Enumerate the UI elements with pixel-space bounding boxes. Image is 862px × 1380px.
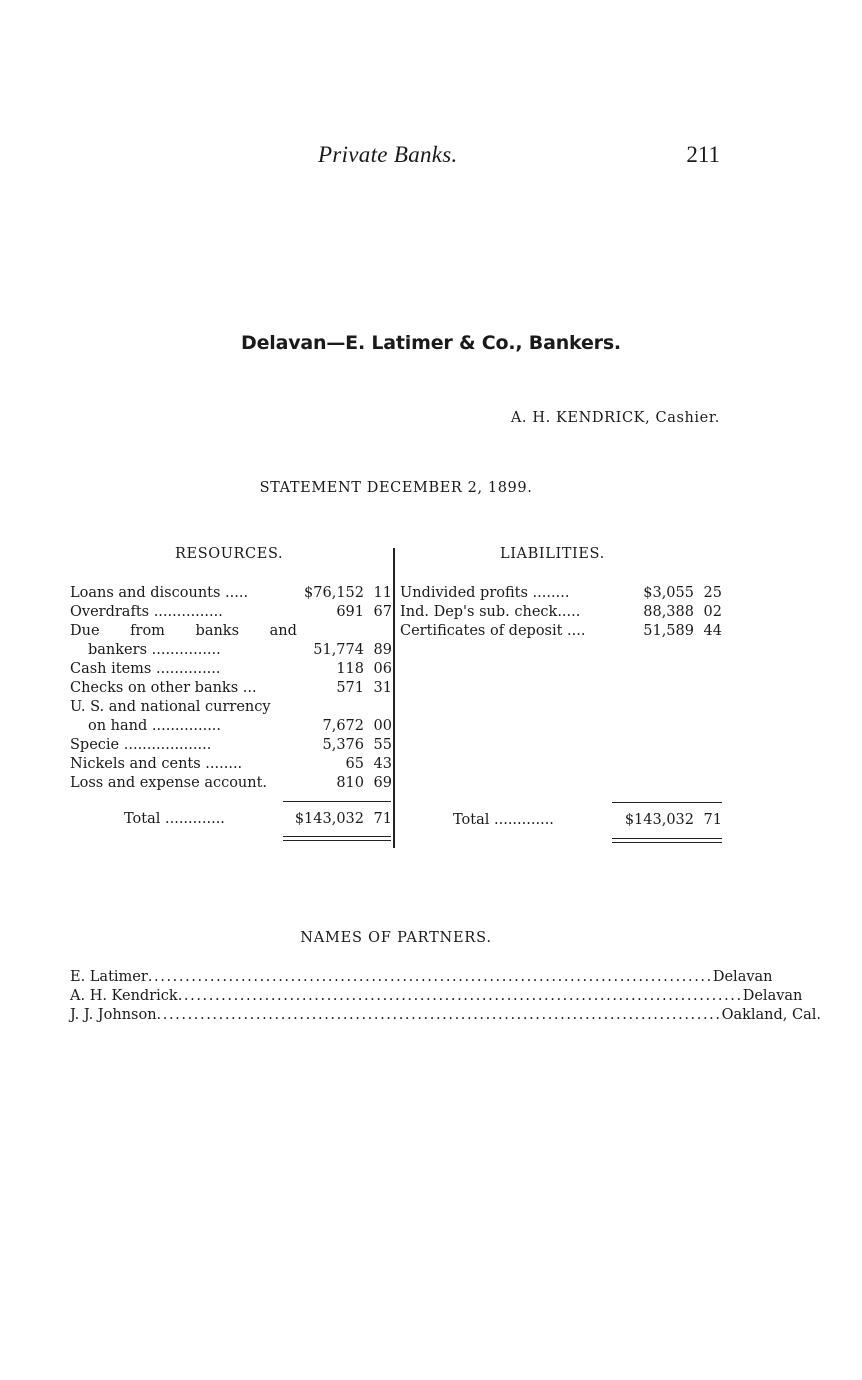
statement-date: STATEMENT DECEMBER 2, 1899.: [259, 480, 533, 496]
dot-leader: ...........................................................................................: [177, 988, 743, 1004]
dot-leader: ...........................................................................................: [156, 1007, 722, 1023]
resources-double-rule: [283, 836, 391, 837]
resource-dollars: 5,376: [322, 737, 364, 753]
liabilities-total-dollars: $143,032: [624, 812, 694, 828]
resource-label: Overdrafts ...............: [70, 604, 223, 620]
liability-cents: 02: [703, 604, 722, 620]
resource-dollars: 810: [336, 775, 364, 791]
resource-dollars: 51,774: [313, 642, 364, 658]
partner-row: [70, 968, 773, 987]
resource-label: Checks on other banks ...: [70, 680, 257, 696]
resource-row: [70, 755, 392, 774]
liability-label: Certificates of deposit ....: [400, 623, 586, 639]
partners-heading: NAMES OF PARTNERS.: [300, 930, 492, 946]
liabilities-total-row: [400, 811, 722, 830]
partner-place: Delavan: [742, 988, 803, 1004]
resource-row: [70, 736, 392, 755]
resource-row: [70, 622, 392, 641]
resource-dollars: 65: [345, 756, 364, 772]
partner-row: [70, 1006, 822, 1025]
resource-dollars: $76,152: [304, 585, 364, 601]
resource-label: Specie ...................: [70, 737, 212, 753]
resource-cents: 11: [373, 585, 392, 601]
resources-total-dollars: $143,032: [294, 811, 364, 827]
resource-dollars: 571: [336, 680, 364, 696]
resource-cents: 06: [373, 661, 392, 677]
resource-label: U. S. and national currency: [70, 699, 271, 715]
resources-total-row: [70, 810, 392, 829]
partners-list: [70, 968, 822, 1025]
resource-label: Cash items ..............: [70, 661, 221, 677]
bank-title: Delavan—E. Latimer & Co., Bankers.: [241, 332, 621, 354]
resource-row: [70, 698, 392, 717]
partner-place: Delavan: [712, 969, 773, 985]
resource-dollars: 7,672: [322, 718, 364, 734]
resource-dollars: 118: [336, 661, 364, 677]
liability-label: Ind. Dep's sub. check.....: [400, 604, 581, 620]
partner-name: E. Latimer: [70, 969, 148, 985]
resources-total-cents: 71: [373, 811, 392, 827]
resource-row: [70, 774, 392, 793]
liability-row: [400, 584, 722, 603]
resource-cents: 43: [373, 756, 392, 772]
liabilities-sum-rule: [612, 802, 722, 803]
resource-row: [70, 584, 392, 603]
liabilities-double-rule: [612, 842, 722, 843]
resource-cents: 69: [373, 775, 392, 791]
resource-label: bankers ...............: [88, 642, 221, 658]
dot-leader: ...........................................................................................: [147, 969, 713, 985]
column-divider: [393, 548, 395, 848]
partner-place: Oakland, Cal.: [721, 1007, 822, 1023]
liability-label: Undivided profits ........: [400, 585, 570, 601]
liability-dollars: 88,388: [643, 604, 694, 620]
running-head: Private Banks.: [318, 142, 458, 167]
resource-label: Due from banks and: [70, 623, 297, 639]
resource-cents: 67: [373, 604, 392, 620]
page-number: 211: [686, 142, 720, 167]
resources-total-label: Total .............: [124, 811, 225, 827]
liabilities-heading: LIABILITIES.: [500, 546, 605, 562]
cashier-line: A. H. KENDRICK, Cashier.: [510, 410, 720, 426]
resource-label: Loans and discounts .....: [70, 585, 249, 601]
resource-row: [70, 641, 392, 660]
liabilities-table: [400, 584, 722, 641]
liability-cents: 44: [703, 623, 722, 639]
partner-row: [70, 987, 803, 1006]
resource-row: [70, 679, 392, 698]
resource-row: [70, 603, 392, 622]
resource-row: [70, 660, 392, 679]
resources-double-rule: [283, 840, 391, 841]
resource-cents: 89: [373, 642, 392, 658]
resource-label: on hand ...............: [88, 718, 222, 734]
resource-dollars: 691: [336, 604, 364, 620]
liability-row: [400, 622, 722, 641]
resources-table: [70, 584, 392, 793]
resources-sum-rule: [283, 801, 391, 802]
partner-name: J. J. Johnson: [70, 1007, 157, 1023]
liabilities-total-label: Total .............: [453, 812, 554, 828]
resources-heading: RESOURCES.: [175, 546, 284, 562]
resource-label: Nickels and cents ........: [70, 756, 243, 772]
liability-dollars: 51,589: [643, 623, 694, 639]
resource-cents: 55: [373, 737, 392, 753]
liability-row: [400, 603, 722, 622]
liability-cents: 25: [703, 585, 722, 601]
resource-cents: 31: [373, 680, 392, 696]
resource-label: Loss and expense account.: [70, 775, 268, 791]
resource-row: [70, 717, 392, 736]
partner-name: A. H. Kendrick: [70, 988, 178, 1004]
liabilities-total-cents: 71: [703, 812, 722, 828]
liabilities-double-rule: [612, 838, 722, 839]
resource-cents: 00: [373, 718, 392, 734]
liability-dollars: $3,055: [643, 585, 694, 601]
